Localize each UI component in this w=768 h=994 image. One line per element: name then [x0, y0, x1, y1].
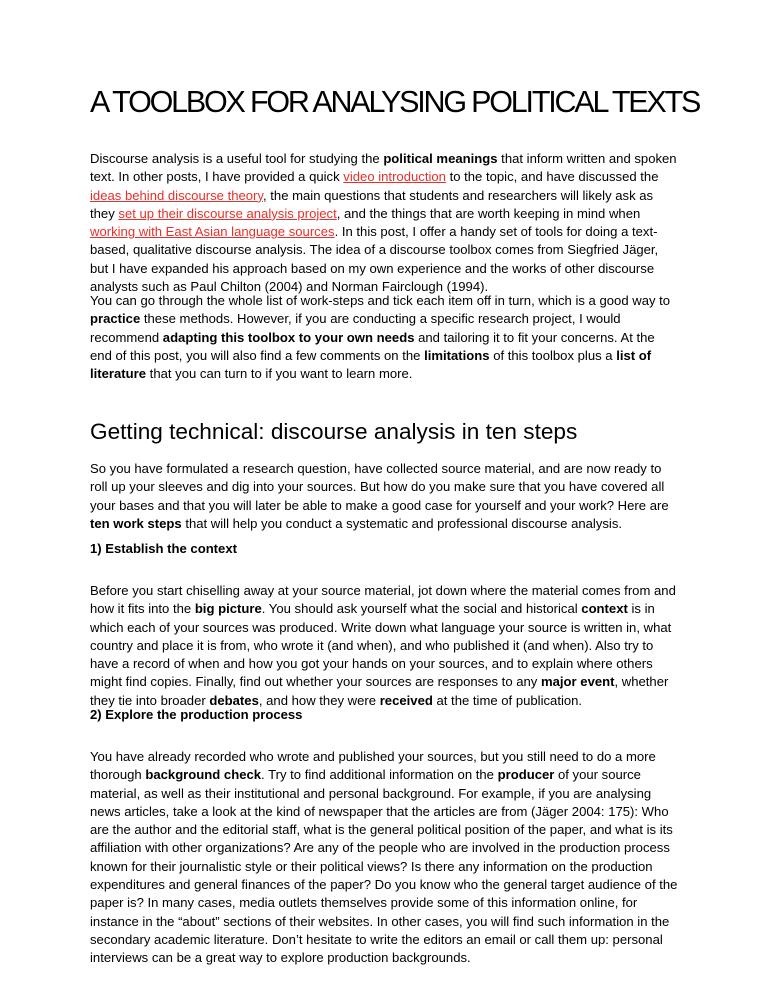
practice-bold-adapting: adapting this toolbox to your own needs [162, 329, 415, 345]
step2-text-1: You have already recorded who wrote and published your sources, but you still need to do a more thorough [90, 749, 656, 783]
step1-bold-debates: debates [209, 692, 259, 708]
step2-text-3: of your source material, as well as their institutional and personal background. For example, if you are analysing news articles, take a look at the kind of newspaper that the articles are from (Jäger 2004: 175): Who are the author and the editorial staff, what is the general political position of the paper, and what is its affiliation with other organizations? Are any of the people who are involved in the production process known for their journalistic style or their political views? Is there any information on the production expenditures and general finances of the paper? Do you know who the general target audience of the paper is? In many cases, media outlets themselves provide some of this information online, for instance in the “about” sections of their websites. In other cases, you will find such information in the secondary academic literature. Don’t hesitate to write the editors an email or call them up: personal interviews can be a great way to explore production backgrounds. [90, 767, 678, 966]
practice-text-2: these methods. However, if you are conducting a specific research project, I would recommend [90, 311, 621, 345]
page-title: A TOOLBOX FOR ANALYSING POLITICAL TEXTS [90, 85, 700, 119]
practice-text-4: of this toolbox plus a [489, 347, 617, 363]
practice-text-5: that you can turn to if you want to learn more. [146, 366, 413, 382]
link-ideas-behind-discourse-theory[interactable]: ideas behind discourse theory [90, 187, 263, 203]
step2-bold-producer: producer [497, 767, 555, 783]
step1-text-3: is in which each of your sources was produced. Write down what language your source is written in, what country and place it is from, who wrote it (and when), and who published it (and when). Also try to have a record of when and how you got your hands on your sources, and to explain where others might find copies. Finally, find out whether your sources are responses to any [90, 601, 672, 690]
practice-bold-practice: practice [90, 311, 141, 327]
intro-bold-political-meanings: political meanings [383, 151, 498, 166]
section-heading: Getting technical: discourse analysis in ten steps [90, 419, 578, 444]
step1-heading: 1) Establish the context [90, 541, 237, 556]
steps-intro-bold-ten-work-steps: ten work steps [90, 515, 182, 531]
step1-bold-received: received [379, 692, 433, 708]
intro-paragraph [90, 150, 678, 296]
step1-text-2: . You should ask yourself what the social and historical [261, 601, 582, 617]
practice-bold-list-of-literature: list of literature [90, 347, 652, 382]
steps-intro-paragraph [90, 460, 678, 533]
practice-bold-limitations: limitations [424, 347, 490, 363]
link-video-introduction[interactable]: video introduction [343, 169, 446, 185]
step1-bold-big-picture: big picture [194, 601, 262, 617]
step1-bold-context: context [581, 601, 628, 617]
intro-text-4: , the main questions that students and researchers will likely ask as they [90, 187, 654, 221]
practice-paragraph [90, 292, 678, 383]
step1-text-4: , whether they tie into broader [90, 674, 669, 708]
link-set-up-discourse-analysis-project[interactable]: set up their discourse analysis project [118, 205, 337, 221]
step1-paragraph [90, 582, 678, 710]
steps-intro-text-2: that will help you conduct a systematic and professional discourse analysis. [181, 515, 623, 531]
practice-text-1: You can go through the whole list of work-steps and tick each item off in turn, which is a good way to [90, 293, 671, 308]
intro-text-5: , and the things that are worth keeping in mind when [336, 205, 641, 221]
step1-text-1: Before you start chiselling away at your source material, jot down where the material comes from and how it fits into the [90, 583, 676, 617]
step2-heading: 2) Explore the production process [90, 707, 303, 722]
intro-text-1: Discourse analysis is a useful tool for studying the [90, 151, 384, 166]
intro-text-3: to the topic, and have discussed the [445, 169, 659, 185]
steps-intro-text-1: So you have formulated a research question, have collected source material, and are now ready to roll up your sleeves and dig into your sources. But how do you make sure that you have covered all your bases and that you will later be able to make a good case for yourself and your work? Here are [90, 461, 669, 513]
intro-text-6: . In this post, I offer a handy set of tools for doing a text-based, qualitative discourse analysis. The idea of a discourse toolbox comes from Siegfried Jäger, but I have expanded his approach based on my own experience and the works of other discourse analysts such as Paul Chilton (2004) and Norman Fairclough (1994). [90, 224, 659, 295]
step2-paragraph [90, 748, 678, 968]
intro-text-2: that inform written and spoken text. In other posts, I have provided a quick [90, 151, 677, 185]
step1-text-6: at the time of publication. [432, 692, 583, 708]
step2-bold-background-check: background check [145, 767, 262, 783]
practice-text-3: and tailoring it to fit your concerns. At the end of this post, you will also find a few comments on the [90, 329, 655, 363]
step1-bold-major-event: major event [541, 674, 615, 690]
step1-text-5: , and how they were [258, 692, 380, 708]
link-east-asian-language-sources[interactable]: working with East Asian language sources [90, 224, 335, 240]
step2-text-2: . Try to find additional information on the [261, 767, 498, 783]
